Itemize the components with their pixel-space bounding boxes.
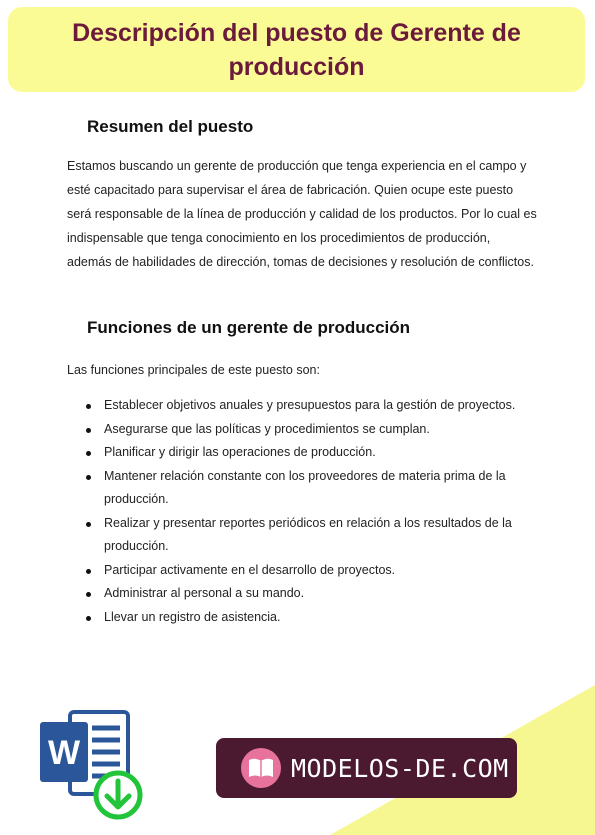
summary-paragraph: Estamos buscando un gerente de producción que tenga experiencia en el campo y esté capacitado para supervisar el área de fabricación. Quien ocupe este puesto será responsable de la línea de producción y calidad de los productos. Por lo cual es indispensable que tenga conocimiento en los procedimientos de producción, además de habilidades de dirección, tomas de decisiones y resolución de conflictos. [67,159,537,269]
bullet-icon [86,475,91,480]
bullet-icon [86,451,91,456]
functions-list [67,394,537,629]
page-title: Descripción del puesto de Gerente de producción [72,18,521,81]
functions-intro: Las funciones principales de este puesto son: [67,363,320,377]
list-item [67,606,537,630]
list-item [67,559,537,583]
word-icon-letter: W [47,734,81,772]
bullet-icon [86,522,91,527]
list-item [67,441,537,465]
bullet-icon [86,428,91,433]
title-banner [8,7,585,92]
list-item [67,394,537,418]
list-item [67,512,537,559]
download-arrow-icon [96,773,140,817]
list-item-text: Establecer objetivos anuales y presupuestos para la gestión de proyectos. [104,398,516,412]
list-item-text: Administrar al personal a su mando. [104,586,305,600]
list-item-text: Asegurarse que las políticas y procedimientos se cumplan. [104,421,430,436]
book-icon [241,748,281,788]
list-item-text: Realizar y presentar reportes periódicos en relación a los resultados de la producción. [104,515,512,553]
brand-name: MODELOS-DE.COM [291,753,509,783]
bullet-icon [86,569,91,574]
brand-banner[interactable] [216,738,517,798]
bullet-icon [86,616,91,621]
list-item [67,418,537,442]
summary-heading: Resumen del puesto [87,117,254,136]
list-item [67,465,537,512]
bullet-icon [86,592,91,597]
list-item-text: Llevar un registro de asistencia. [104,609,281,624]
list-item [67,582,537,606]
functions-heading: Funciones de un gerente de producción [87,318,411,337]
list-item-text: Participar activamente en el desarrollo de proyectos. [104,562,396,577]
list-item-text: Mantener relación constante con los proveedores de materia prima de la producción. [104,468,506,506]
bullet-icon [86,404,91,409]
word-document-icon[interactable] [40,708,145,823]
list-item-text: Planificar y dirigir las operaciones de producción. [104,445,376,459]
